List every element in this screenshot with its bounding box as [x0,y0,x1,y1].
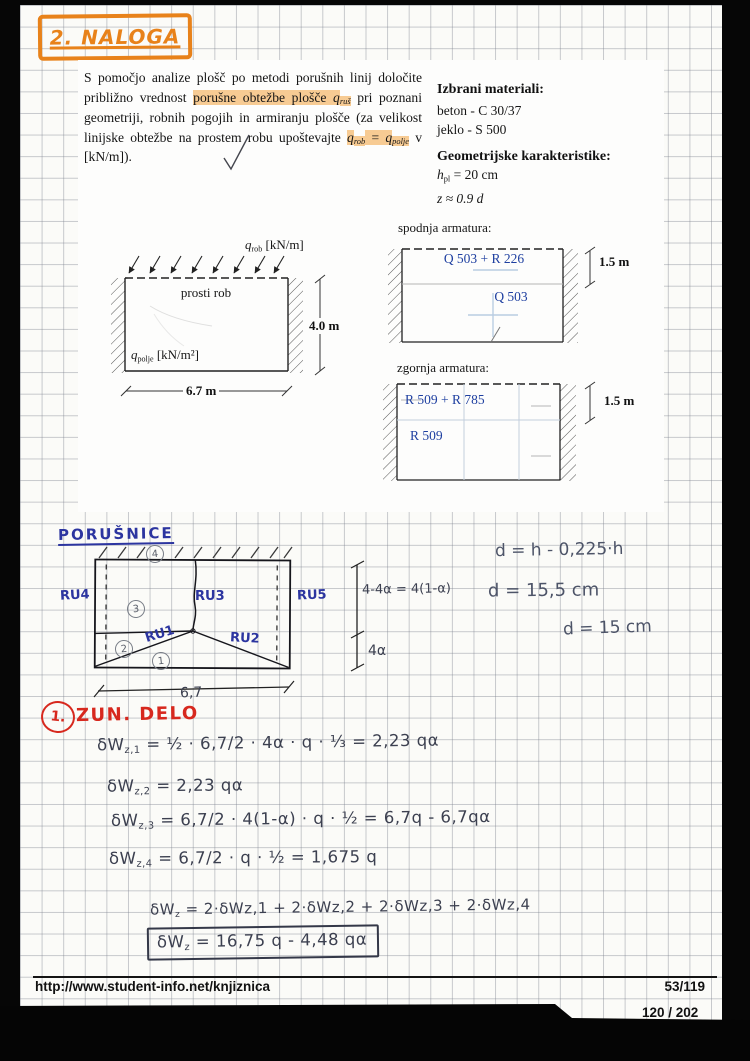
symbol-q: q [131,347,138,362]
yield-line-label-ru4: RU4 [59,587,90,604]
bottom-strip-dim: 1.5 m [596,254,632,270]
highlighted-subscript: ruš [339,96,351,107]
eq-expression: = 6,7/2 · 4(1-α) · q · ½ = 6,7q - 6,7qα [154,807,491,830]
yield-line-label-ru3: RU3 [195,589,225,604]
unit-label: [kN/m] [262,237,304,252]
top-field-label: R 509 [410,428,443,443]
bottom-reinforcement-title: spodnja armatura: [398,220,492,235]
statement-text: pri poznani geometriji, robnih pogojih in armiranju plošče (za velikost linijske obtežbe na prostem robu upoštevajte [84,89,422,145]
lever-arm: z ≈ 0.9 d [437,191,484,206]
yield-line-ru4-dashed [106,565,107,665]
span-dimension-value: 6,7 [179,684,203,702]
top-edge-strip-label: R 509 + R 785 [405,392,485,407]
eq-subscript: z,3 [138,820,155,832]
material-steel: jeklo - S 500 [437,122,507,137]
height-split-alpha: 4α [368,643,387,659]
equation-work-2 [107,775,243,797]
yield-line-label-ru5: RU5 [296,587,327,604]
equation-work-3 [111,807,491,832]
equation-work-4 [109,847,377,870]
bottom-edge-strip-label: Q 503 + R 226 [443,251,525,266]
unit-label: [kN/m²] [153,347,200,362]
region-marker-2: 2 [114,639,134,659]
symbol-q: q [245,237,252,252]
statement-text: v [kN/m]). [84,129,422,165]
highlighted-text: = [365,129,386,145]
field-load-label [131,347,199,363]
edge-load-arrows [129,256,284,273]
eq-subscript: z [184,941,191,954]
eq-symbol: δW [156,932,185,952]
highlighted-text: porušne obtežbe plošče [193,89,334,105]
eq-symbol: δW [110,810,139,830]
eq-symbol: δW [149,900,176,919]
yield-line-label-ru2: RU2 [229,630,260,647]
support-hatch-ticks [99,547,292,558]
bottom-field-label: Q 503 [494,289,528,304]
region-marker-4: 4 [145,544,165,564]
printed-exercise-area [78,60,664,512]
geometry-title: Geometrijske karakteristike: [437,149,611,164]
external-work-title: ZUN. DELO [75,702,199,727]
materials-title: Izbrani materiali: [437,82,544,97]
free-edge-label: prosti rob [180,285,232,300]
highlighted-subscript: rob [353,135,366,146]
eq-expression: = 6,7/2 · q · ½ = 1,675 q [152,847,378,868]
hatch-left [383,384,397,481]
yield-line-diagram [85,540,390,712]
hatch-right [563,249,578,343]
highlighted-symbol: q [347,129,354,145]
eq-expression: = ½ · 6,7/2 · 4α · q · ⅓ = 2,23 qα [140,730,440,754]
effective-depth-rounded: d = 15 cm [562,616,653,640]
plate-width-dim: 6.7 m [183,383,219,399]
hatch-left [388,249,402,343]
checkmark-annotation [221,132,253,174]
top-strip-dim: 1.5 m [601,393,637,409]
highlighted-symbol: q [333,89,340,105]
task-number-label: 2. NALOGA [49,24,181,50]
material-concrete: beton - C 30/37 [437,103,522,118]
symbol-q-sub: rob [251,244,263,254]
right-dimension-bracket [351,561,364,671]
effective-depth-value: d = 15,5 cm [487,579,600,602]
eq-subscript: z [175,909,181,920]
highlighted-symbol: q [385,129,393,145]
eq-subscript: z,4 [136,858,153,870]
top-reinforcement-title: zgornja armatura: [397,360,490,375]
value-h: = 20 cm [450,167,498,182]
yield-line-label-ru1: RU1 [143,622,177,647]
highlighted-subscript: polje [392,135,409,146]
strip-dimension-line [585,247,595,288]
equation-work-1 [97,731,439,757]
footer-rule [33,976,717,978]
yield-line-ru5-dashed [277,565,278,665]
region-marker-1: 1 [151,651,171,671]
section-number-circle: 1. [39,699,76,734]
eq-symbol: δW [96,735,125,755]
page-number: 53/119 [664,979,705,994]
symbol-h-sub: pl [443,174,451,184]
yield-lines-title: PORUŠNICE [57,523,174,545]
plate-thickness [437,167,498,183]
eq-expression: = 16,75 q - 4,48 qα [189,929,368,952]
statement-text: S pomočjo analize plošč po metodi porušnih linij določite približno vrednost [84,70,422,105]
symbol-q-sub: polje [137,354,154,364]
eq-symbol: δW [106,776,135,796]
region-marker-3: 3 [126,599,146,619]
effective-depth-formula: d = h - 0,225·h [494,538,624,562]
edge-load-label [245,237,304,253]
height-split-expression: 4-4α = 4(1-α) [361,581,452,598]
plate-height-dim: 4.0 m [306,318,342,334]
task-number-box [38,13,192,61]
page-number-alt: 120 / 202 [642,1005,699,1020]
strip-dimension-line [585,382,595,424]
fixed-edge-hatch-left [111,278,125,373]
eq-subscript: z,1 [124,744,141,756]
eq-expression: = 2,23 qα [150,775,244,796]
notebook-page [20,5,722,1020]
equation-work-result [147,924,380,960]
hatch-right [560,384,576,481]
eq-expression: = 2·δWz,1 + 2·δWz,2 + 2·δWz,3 + 2·δWz,4 [180,895,531,919]
equation-work-sum [150,895,531,920]
eq-subscript: z,2 [134,786,151,798]
symbol-h: h [437,167,444,182]
eq-symbol: δW [108,848,137,868]
source-url: http://www.student-info.net/knjiznica [35,979,270,994]
problem-statement [84,68,422,167]
fixed-edge-hatch-right [288,278,303,373]
